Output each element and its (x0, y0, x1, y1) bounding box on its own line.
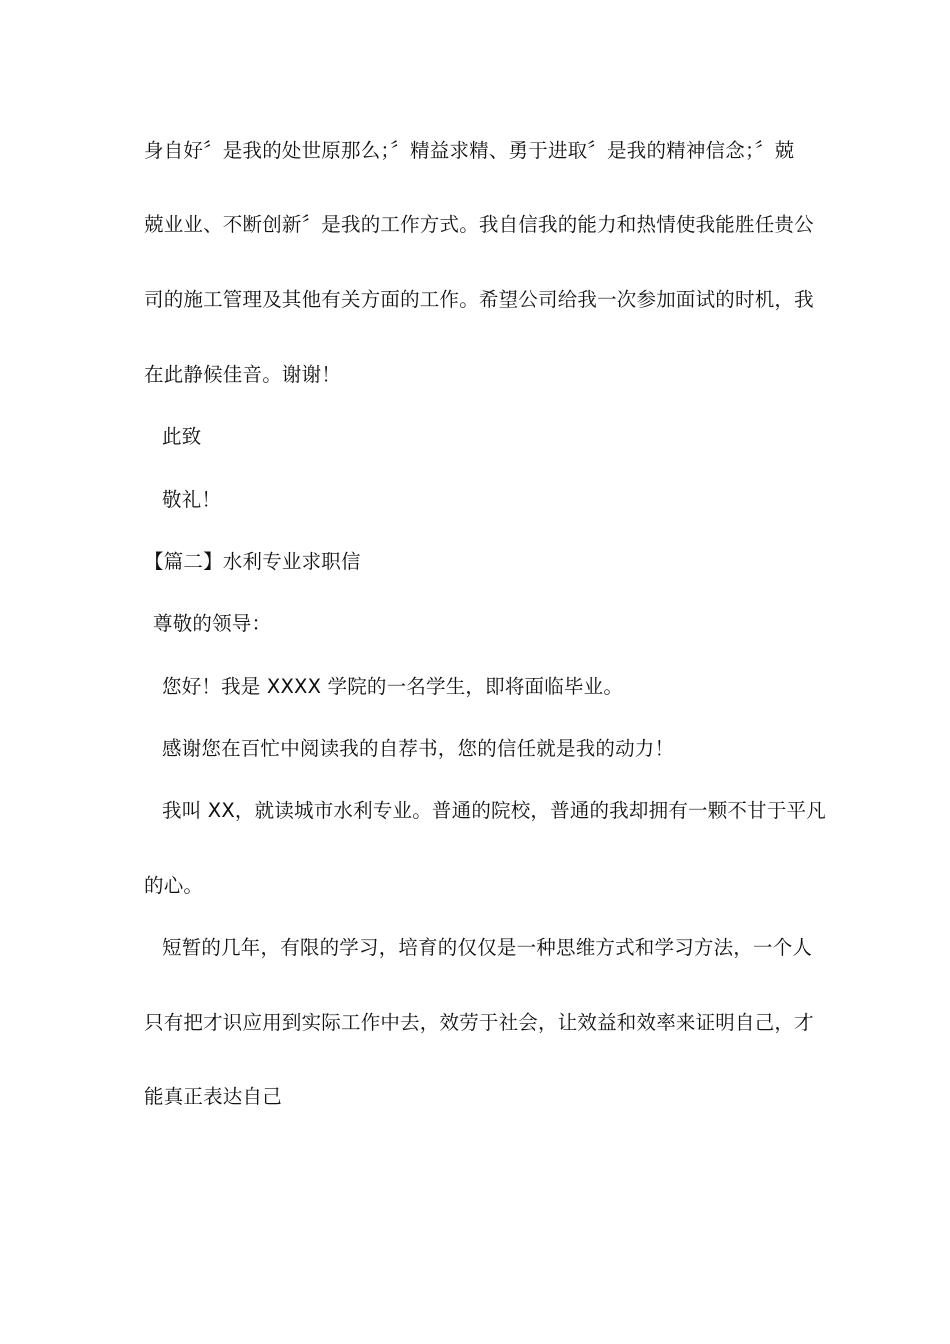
body-text-line: 兢业业、不断创新〞是我的工作方式。我自信我的能力和热情使我能胜任贵公 (144, 213, 814, 236)
body-text-line: 能真正表达自己 (144, 1085, 282, 1108)
body-text-line: 您好！我是 XXXX 学院的一名学生，即将面临毕业。 (162, 675, 624, 698)
body-text-line: 短暂的几年，有限的学习，培育的仅仅是一种思维方式和学习方法，一个人 (162, 936, 813, 959)
body-text-line: 我叫 XX，就读城市水利专业。普通的院校，普通的我却拥有一颗不甘于平凡 (162, 799, 826, 822)
section-heading: 【篇二】水利专业求职信 (144, 550, 361, 573)
body-text-line: 只有把才识应用到实际工作中去，效劳于社会，让效益和效率来证明自己，才 (144, 1011, 814, 1034)
body-text-line: 司的施工管理及其他有关方面的工作。希望公司给我一次参加面试的时机，我 (144, 288, 814, 311)
body-text-line: 在此静候佳音。谢谢！ (144, 363, 342, 386)
body-text-line: 身自好〞是我的处世原那么；〞精益求精、勇于进取〞是我的精神信念；〞兢 (144, 139, 795, 162)
body-text-line: 的心。 (144, 874, 204, 897)
body-text-line: 感谢您在百忙中阅读我的自荐书，您的信任就是我的动力！ (162, 737, 675, 760)
letter-greeting: 尊敬的领导： (153, 612, 272, 635)
closing-salutation: 敬礼！ (162, 488, 222, 511)
closing-salutation: 此致 (162, 425, 202, 448)
